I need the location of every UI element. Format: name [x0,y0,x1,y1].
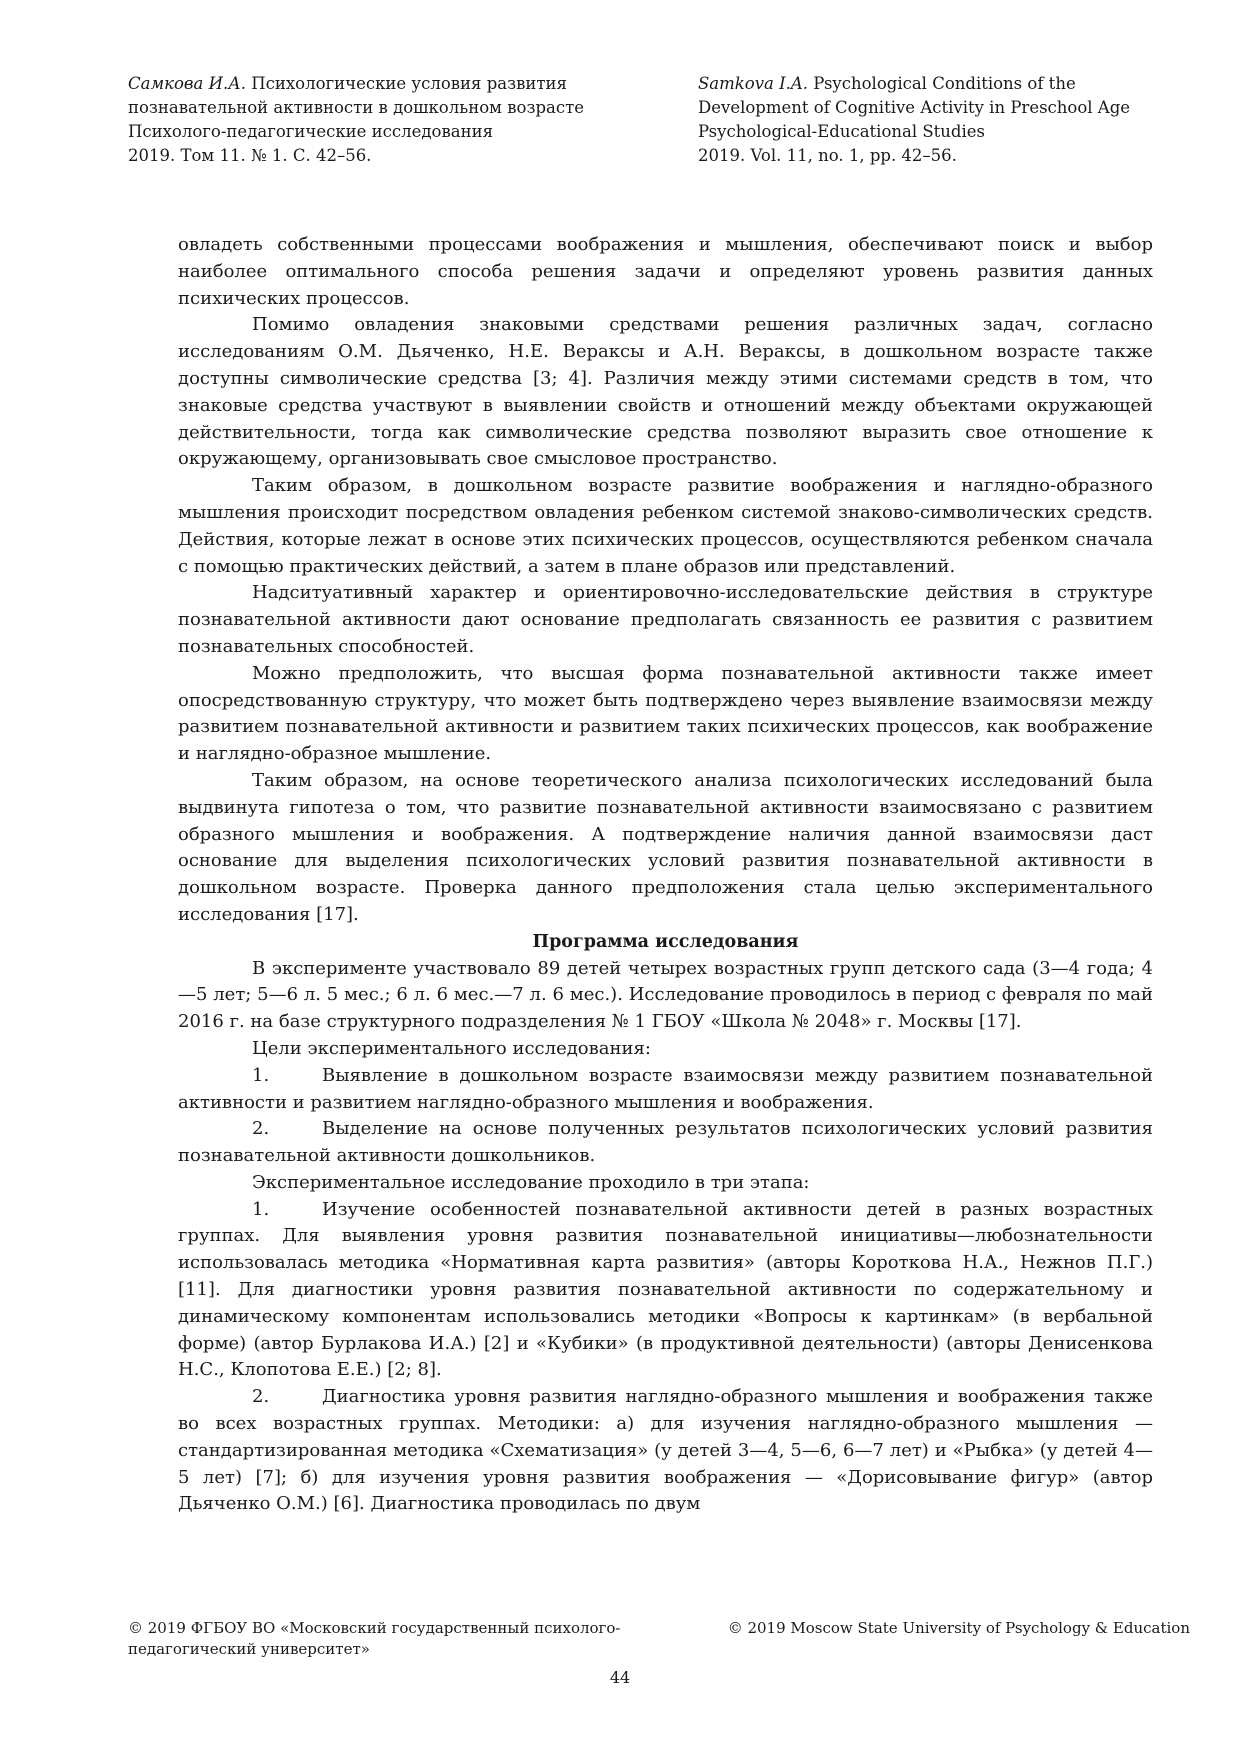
paragraph: Надситуативный характер и ориентировочно-исследовательские действия в структуре познавательной активности дают основание предполагать связанность ее развития с развитием познавательных способностей. [178,582,1153,657]
paragraph: Таким образом, на основе теоретического анализа психологических исследований была выдвинута гипотеза о том, что развитие познавательной активности взаимосвязано с развитием образного мышления и воображения. А подтверждение наличия данной взаимосвязи даст основание для выделения психологических условий развития познавательной активности в дошкольном возрасте. Проверка данного предположения стала целью экспериментального исследования [17]. [178,769,1153,925]
paragraph: Помимо овладения знаковыми средствами решения различных задач, согласно исследованиям О.М. Дьяченко, Н.Е. Веракcы и А.Н. Веракcы, в дошкольном возрасте также доступны символические средства [3; 4]. Различия между этими системами средств в том, что знаковые средства участвуют в выявлении свойств и отношений между объектами окружающей действительности, тогда как символические средства позволяют выразить свое отношение к окружающему, организовывать свое смысловое пространство. [178,314,1153,470]
header-title-en-line2: Development of Cognitive Activity in Preschool Age [698,98,1131,117]
list-text: Выделение на основе полученных результатов психологических условий развития познавательной активности дошкольников. [178,1118,1153,1167]
header-title-ru-line1: Психологические условия развития [246,74,567,93]
list-item [178,1384,1153,1518]
header-journal-en: Psychological-Educational Studies [698,122,986,141]
header-title-en-line1: Psychological Conditions of the [808,74,1076,93]
list-text: Изучение особенностей познавательной активности детей в разных возрастных группах. Для выявления уровня развития познавательной инициативы—любознательности использовалась методика «Нормативная карта развития» (авторы Короткова Н.А., Нежнов П.Г.) [11]. Для диагностики уровня развития познавательной активности по содержательному и динамическому компонентам использовались методики «Вопросы к картинкам» (в вербальной форме) (автор Бурлакова И.А.) [2] и «Кубики» (в продуктивной деятельности) (авторы Денисенкова Н.С., Клопотова Е.Е.) [2; 8]. [178,1198,1153,1381]
list-number: 2. [252,1386,270,1408]
paragraph: овладеть собственными процессами воображения и мышления, обеспечивают поиск и выбор наиболее оптимального способа решения задачи и определяют уровень развития данных психических процессов. [178,234,1153,309]
goals-intro: Цели экспериментального исследования: [252,1037,651,1059]
list-text: Диагностика уровня развития наглядно-образного мышления и воображения также во всех возрастных группах. Методики: а) для изучения наглядно-образного мышления — стандартизированная методика «Схематизация» (у детей 3—4, 5—6, 6—7 лет) и «Рыбка» (у детей 4—5 лет) [7]; б) для изучения уровня развития воображения — «Дорисовывание фигур» (автор Дьяченко О.М.) [6]. Диагностика проводилась по двум [178,1386,1153,1515]
header-author-en: Samkova I.A. [698,74,809,93]
list-item [178,1063,1153,1117]
header-english [698,72,1158,168]
footer-copyright-en: © 2019 Moscow State University of Psychology & Education [727,1619,1190,1637]
list-number: 2. [252,1118,270,1140]
header-citation-ru: 2019. Том 11. № 1. С. 42–56. [128,146,372,165]
header-russian [128,72,628,168]
running-header [128,72,1158,168]
page-number: 44 [609,1668,631,1687]
header-journal-ru: Психолого-педагогические исследования [128,122,493,141]
list-number: 1. [252,1198,270,1220]
footer-ru-line1: © 2019 ФГБОУ ВО «Московский государственный психолого- [128,1619,621,1637]
page-footer [128,1618,1190,1660]
list-item [178,1116,1153,1170]
list-item [178,1197,1153,1385]
section-heading: Программа исследования [532,931,799,952]
footer-ru-line2: педагогический университет» [128,1640,370,1658]
header-author-ru: Самкова И.А. [128,74,246,93]
stages-intro: Экспериментальное исследование проходило в три этапа: [252,1171,810,1193]
article-body [178,232,1153,1518]
footer-copyright-ru [128,1618,668,1660]
header-citation-en: 2019. Vol. 11, no. 1, pp. 42–56. [698,146,957,165]
paragraph: Можно предположить, что высшая форма познавательной активности также имеет опосредствованную структуру, что может быть подтверждено через выявление взаимосвязи между развитием познавательной активности и развитием таких психических процессов, как воображение и наглядно-образное мышление. [178,662,1153,765]
header-title-ru-line2: познавательной активности в дошкольном возрасте [128,98,584,117]
paragraph: Таким образом, в дошкольном возрасте развитие воображения и наглядно-образного мышления происходит посредством овладения ребенком системой знаково-символических средств. Действия, которые лежат в основе этих психических процессов, осуществляются ребенком сначала с помощью практических действий, а затем в плане образов или представлений. [178,475,1153,577]
paragraph: В эксперименте участвовало 89 детей четырех возрастных групп детского сада (3—4 года; 4—5 лет; 5—6 л. 5 мес.; 6 л. 6 мес.—7 л. 6 мес.). Исследование проводилось в период с февраля по май 2016 г. на базе структурного подразделения № 1 ГБОУ «Школа № 2048» г. Москвы [17]. [178,957,1153,1033]
list-text: Выявление в дошкольном возрасте взаимосвязи между развитием познавательной активности и развитием наглядно-образного мышления и воображения. [178,1064,1153,1113]
list-number: 1. [252,1064,270,1086]
